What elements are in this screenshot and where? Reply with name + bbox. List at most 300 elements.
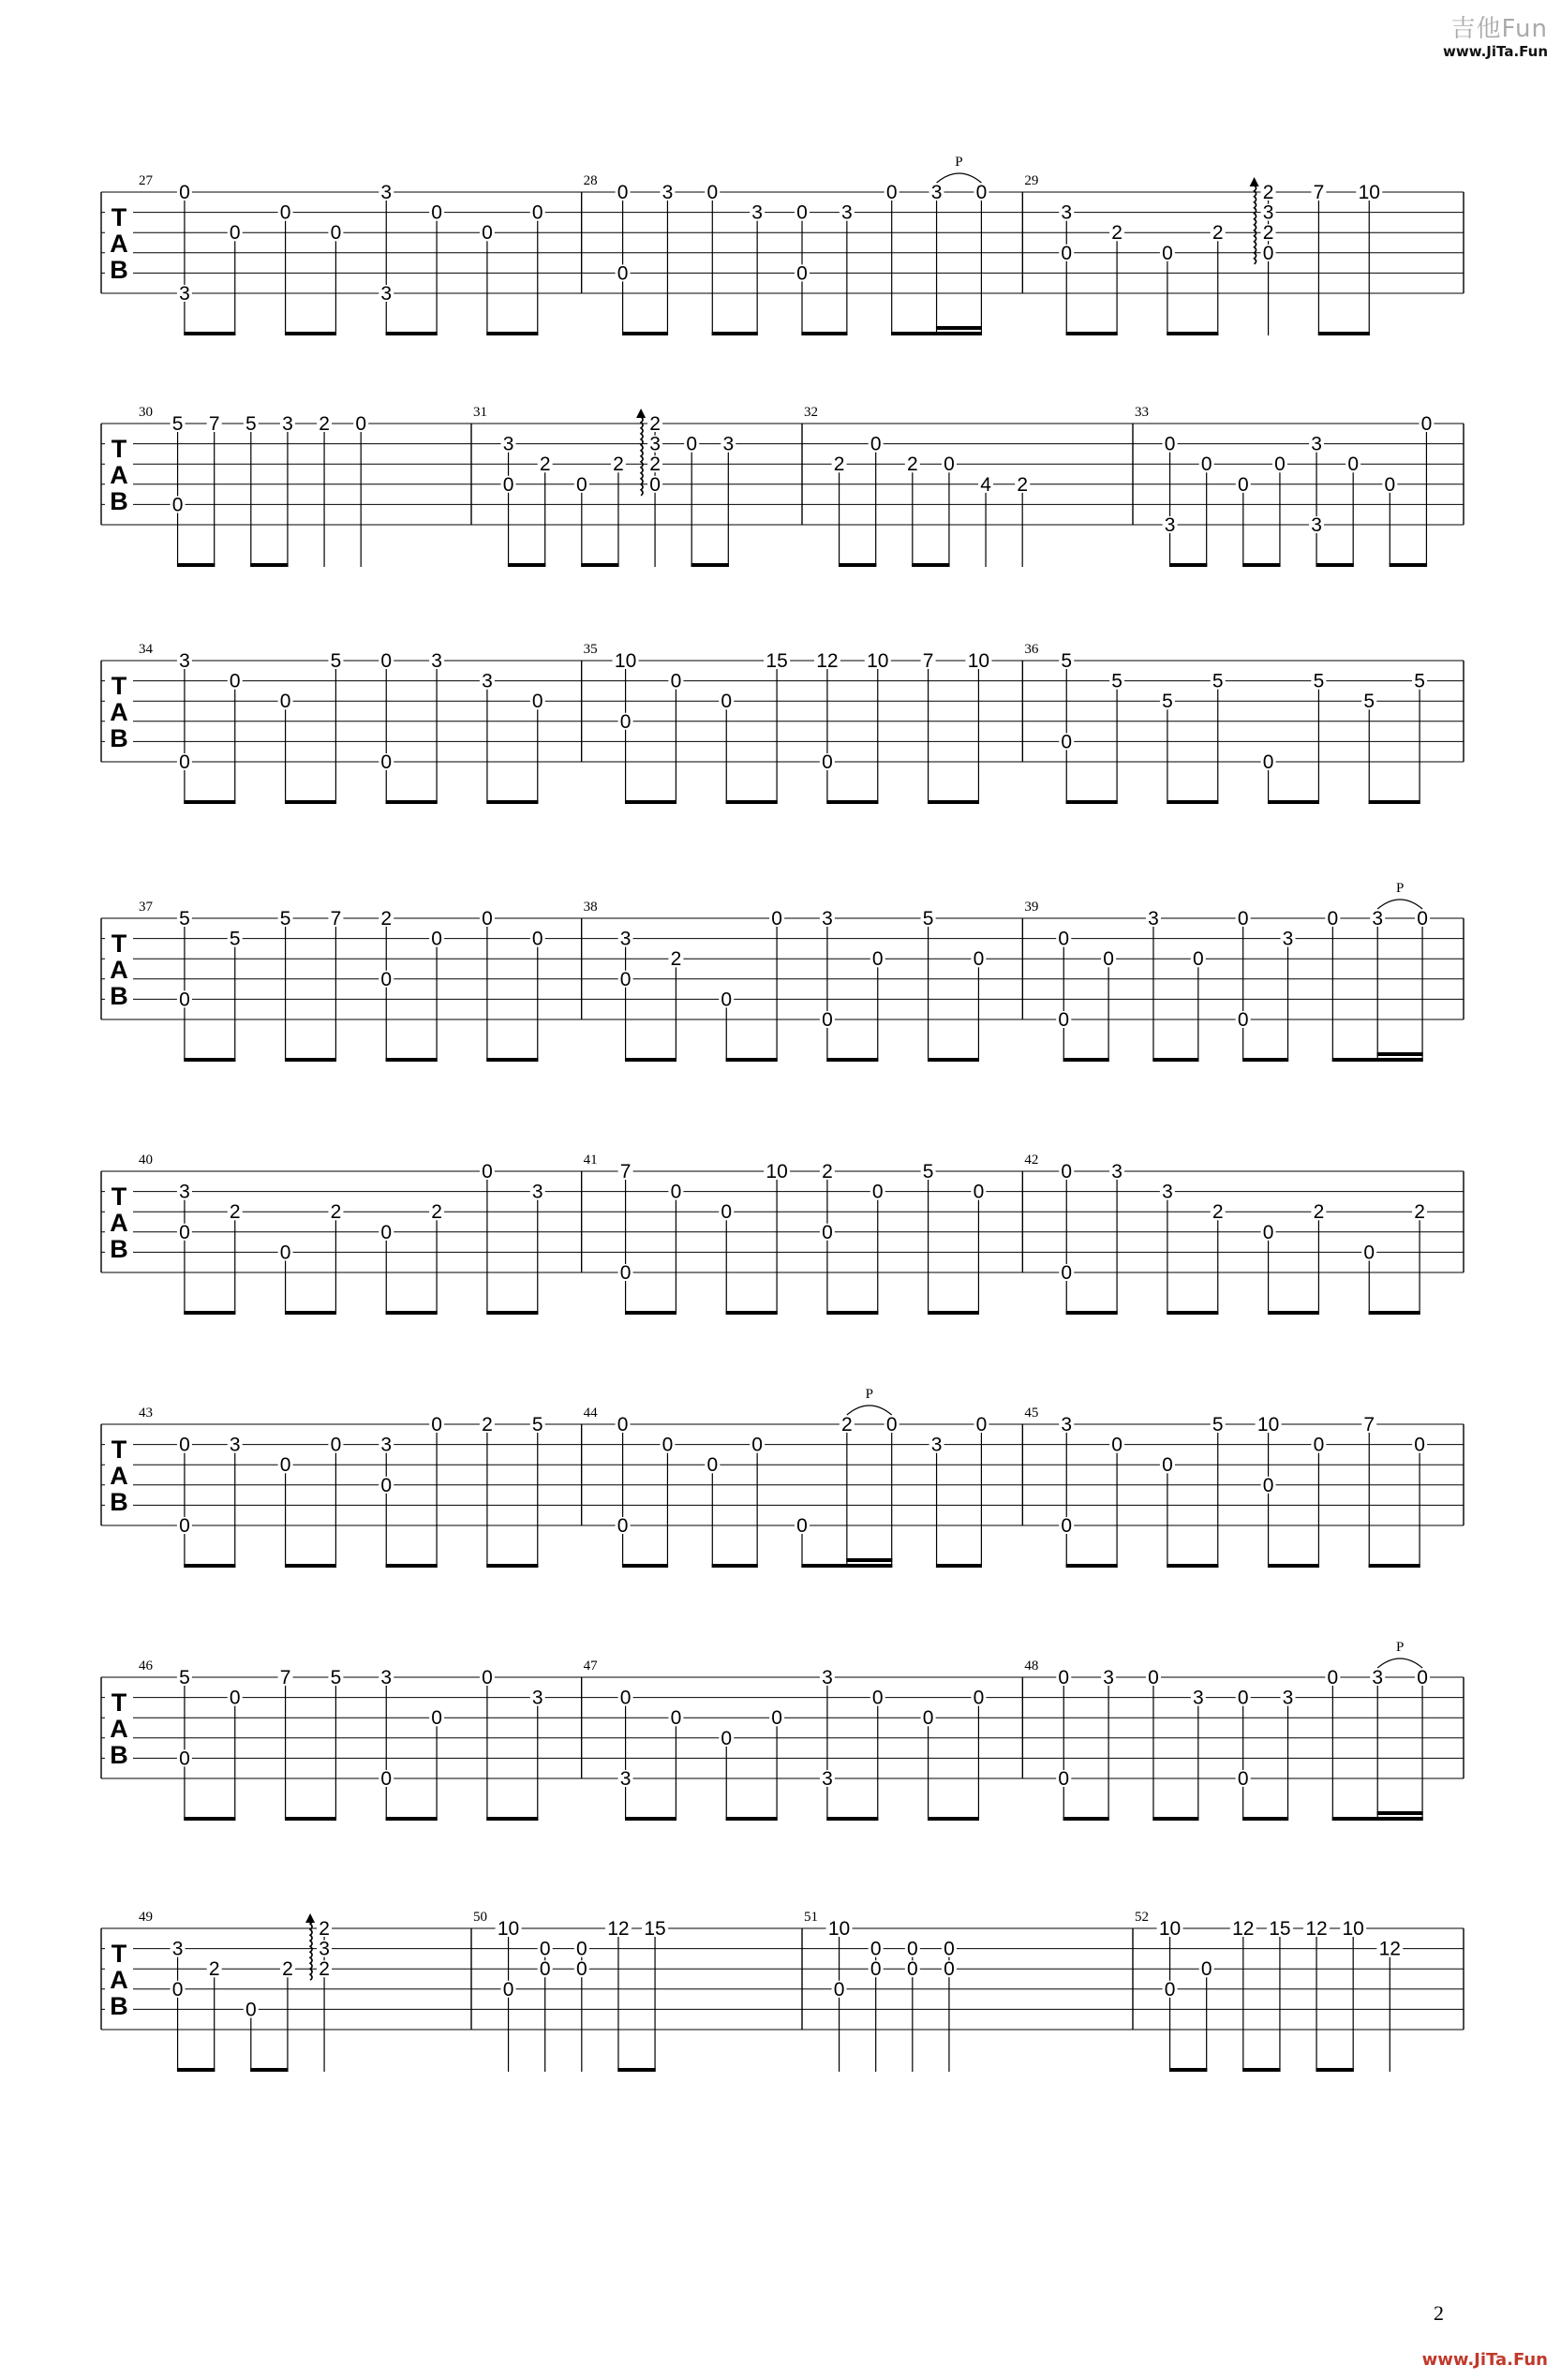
- beam: [826, 1058, 878, 1062]
- fret-number: 15: [1269, 1918, 1291, 1940]
- fret-number: 5: [330, 1667, 342, 1688]
- beam: [184, 1058, 235, 1062]
- fret-number: 0: [482, 222, 493, 245]
- fret-number: 2: [229, 1201, 241, 1224]
- beam: [622, 332, 668, 335]
- beam: [285, 332, 336, 335]
- beam: [1332, 1817, 1423, 1821]
- beam: [928, 800, 979, 804]
- fret-number: 0: [619, 710, 632, 733]
- measure-number: 37: [139, 900, 153, 915]
- tab-clef-letter-a: A: [110, 956, 128, 984]
- fret-number: 0: [944, 454, 955, 476]
- fret-number: 0: [721, 691, 733, 713]
- measure-number: 34: [139, 642, 153, 657]
- fret-number: 3: [380, 283, 393, 305]
- fret-number: 0: [885, 1414, 898, 1435]
- beam: [726, 1817, 778, 1821]
- fret-number: 0: [1327, 908, 1339, 930]
- beam: [1066, 1311, 1118, 1315]
- fret-number: 0: [1417, 908, 1428, 930]
- fret-number: 7: [1363, 1414, 1375, 1435]
- fret-number: 0: [482, 1161, 493, 1183]
- fret-number: 0: [1200, 1958, 1212, 1981]
- fret-number: 0: [906, 1938, 918, 1960]
- measure-number: 41: [583, 1153, 598, 1168]
- fret-number: 0: [380, 1474, 393, 1496]
- beam: [1066, 332, 1118, 335]
- arpeggio-wave: [641, 417, 643, 496]
- fret-number: 0: [871, 1181, 884, 1203]
- fret-number: 5: [330, 650, 342, 672]
- fret-number: 3: [1061, 1414, 1073, 1435]
- fret-number: 2: [1262, 182, 1274, 203]
- fret-number: 0: [906, 1958, 918, 1981]
- tab-clef-letter-t: T: [111, 1435, 127, 1464]
- fret-number: 0: [1313, 1434, 1325, 1456]
- tab-clef-letter-b: B: [110, 1992, 128, 2020]
- tab-clef-letter-b: B: [110, 1741, 128, 1769]
- fret-number: 5: [179, 1667, 190, 1688]
- fret-number: 0: [796, 262, 808, 285]
- fret-number: 0: [431, 1707, 442, 1730]
- fret-number: 0: [431, 1414, 442, 1435]
- beam: [1268, 1311, 1319, 1315]
- fret-number: 0: [619, 1262, 632, 1284]
- fret-number: 0: [1420, 413, 1433, 435]
- fret-number: 0: [229, 222, 241, 245]
- fret-number: 0: [1237, 1009, 1249, 1031]
- beam: [1167, 1564, 1218, 1568]
- fret-number: 0: [1327, 1667, 1339, 1688]
- fret-number: 3: [722, 433, 735, 455]
- fret-number: 0: [380, 751, 393, 773]
- fret-number: 0: [1058, 1667, 1070, 1688]
- fret-number: 7: [922, 650, 934, 672]
- beam: [826, 1311, 878, 1315]
- fret-number: 5: [171, 413, 184, 435]
- fret-number: 10: [1358, 182, 1380, 203]
- beam: [184, 1311, 235, 1315]
- beam-sixteenth: [846, 1558, 892, 1562]
- fret-number: 0: [179, 182, 190, 203]
- fret-number: 10: [1256, 1414, 1280, 1435]
- fret-number: 0: [922, 1707, 934, 1730]
- fret-number: 0: [245, 1999, 257, 2021]
- fret-number: 3: [179, 1181, 190, 1203]
- arpeggio-arrowhead: [305, 1913, 315, 1923]
- beam: [1242, 1817, 1288, 1821]
- fret-number: 0: [870, 1938, 882, 1960]
- beam: [1316, 563, 1353, 567]
- fret-number: 2: [482, 1414, 493, 1435]
- fret-number: 2: [649, 413, 661, 435]
- fret-number: 0: [539, 1938, 551, 1960]
- tab-clef-letter-a: A: [110, 1715, 128, 1743]
- fret-number: 0: [531, 201, 543, 224]
- fret-number: 0: [179, 1221, 190, 1243]
- fret-number: 10: [827, 1918, 851, 1940]
- beam: [285, 1817, 336, 1821]
- fret-number: 2: [539, 454, 551, 476]
- beam: [1167, 800, 1218, 804]
- beam: [1152, 1058, 1198, 1062]
- fret-number: 10: [967, 650, 990, 672]
- fret-number: 0: [1414, 1434, 1425, 1456]
- fret-number: 0: [380, 968, 393, 990]
- beam: [617, 2068, 655, 2072]
- fret-number: 3: [1262, 201, 1274, 224]
- fret-number: 0: [670, 670, 682, 692]
- beam: [184, 332, 235, 335]
- fret-number: 3: [482, 670, 493, 692]
- fret-number: 0: [575, 473, 587, 496]
- fret-number: 2: [841, 1414, 853, 1435]
- fret-number: 12: [1305, 1918, 1328, 1940]
- tab-clef-letter-t: T: [111, 203, 127, 231]
- fret-number: 2: [319, 1958, 330, 1981]
- fret-number: 3: [619, 928, 632, 950]
- arpeggio-arrowhead: [636, 409, 646, 418]
- beam: [1066, 1564, 1118, 1568]
- beam: [386, 332, 438, 335]
- beam: [1152, 1817, 1198, 1821]
- measure-number: 46: [139, 1659, 153, 1673]
- fret-number: 5: [1212, 670, 1224, 692]
- fret-number: 10: [614, 650, 637, 672]
- fret-number: 2: [431, 1201, 442, 1224]
- fret-number: 0: [1192, 948, 1204, 971]
- fret-number: 0: [380, 1768, 393, 1790]
- beam: [891, 332, 982, 335]
- fret-number: 2: [670, 948, 682, 971]
- fret-number: 5: [229, 928, 241, 950]
- beam: [386, 1058, 438, 1062]
- watermark-logo: 吉他Fun: [1450, 15, 1548, 43]
- fret-number: 3: [1164, 514, 1176, 536]
- fret-number: 3: [1372, 1667, 1384, 1688]
- fret-number: 2: [1017, 473, 1029, 496]
- fret-number: 5: [1162, 691, 1173, 713]
- fret-number: 7: [619, 1161, 632, 1183]
- fret-number: 2: [282, 1958, 293, 1981]
- measure-number: 45: [1024, 1406, 1039, 1421]
- fret-number: 0: [1058, 1009, 1070, 1031]
- fret-number: 0: [771, 908, 782, 930]
- fret-number: 0: [649, 473, 661, 496]
- tab-clef-letter-b: B: [110, 256, 128, 284]
- fret-number: 0: [617, 262, 629, 285]
- beam: [1369, 1311, 1420, 1315]
- fret-number: 7: [208, 413, 220, 435]
- beam: [250, 2068, 288, 2072]
- fret-number: 0: [871, 948, 884, 971]
- beam: [1390, 563, 1427, 567]
- fret-number: 5: [1212, 1414, 1224, 1435]
- pull-off-label: P: [1395, 881, 1405, 896]
- fret-number: 2: [649, 454, 661, 476]
- fret-number: 2: [833, 454, 845, 476]
- fret-number: 10: [1158, 1918, 1182, 1940]
- fret-number: 2: [1111, 222, 1122, 245]
- tab-clef-letter-t: T: [111, 435, 127, 463]
- tab-clef-letter-a: A: [110, 698, 128, 726]
- fret-number: 0: [1237, 473, 1249, 496]
- beam: [1242, 2068, 1280, 2072]
- beam: [486, 1564, 538, 1568]
- beam: [1369, 1564, 1420, 1568]
- fret-number: 5: [1363, 691, 1375, 713]
- fret-number: 3: [282, 413, 293, 435]
- fret-number: 3: [380, 182, 393, 203]
- fret-number: 3: [649, 433, 661, 455]
- fret-number: 0: [662, 1434, 674, 1456]
- fret-number: 12: [1378, 1938, 1401, 1960]
- beam: [1332, 1058, 1423, 1062]
- fret-number: 0: [619, 1687, 632, 1709]
- page-number: 2: [1434, 2301, 1444, 2325]
- fret-number: 2: [319, 1918, 330, 1940]
- beam: [177, 563, 215, 567]
- beam: [1066, 800, 1118, 804]
- tab-clef-letter-b: B: [110, 487, 128, 515]
- beam: [1268, 800, 1319, 804]
- fret-number: 2: [330, 1201, 342, 1224]
- fret-number: 3: [1282, 928, 1294, 950]
- fret-number: 0: [1058, 1768, 1070, 1790]
- fret-number: 10: [867, 650, 889, 672]
- watermark-url-top: www.JiTa.Fun: [1442, 43, 1548, 60]
- beam: [386, 1311, 438, 1315]
- beam: [726, 1058, 778, 1062]
- beam: [625, 1058, 676, 1062]
- tab-clef-letter-a: A: [110, 461, 128, 489]
- fret-number: 15: [644, 1918, 666, 1940]
- fret-number: 0: [617, 1515, 629, 1537]
- beam: [826, 800, 878, 804]
- measure-number: 50: [473, 1910, 487, 1925]
- fret-number: 15: [766, 650, 788, 672]
- fret-number: 0: [1058, 928, 1070, 950]
- fret-number: 3: [1061, 201, 1073, 224]
- beam: [625, 800, 676, 804]
- fret-number: 2: [822, 1161, 833, 1183]
- fret-number: 3: [531, 1687, 543, 1709]
- fret-number: 2: [613, 454, 624, 476]
- pull-off-label: P: [1395, 1640, 1405, 1655]
- fret-number: 5: [245, 413, 257, 435]
- fret-number: 0: [179, 989, 190, 1011]
- beam: [285, 800, 336, 804]
- beam: [486, 1817, 538, 1821]
- fret-number: 0: [179, 751, 190, 773]
- fret-number: 7: [1313, 182, 1325, 203]
- fret-number: 0: [670, 1707, 682, 1730]
- fret-number: 0: [822, 1221, 833, 1243]
- tab-clef-letter-b: B: [110, 1235, 128, 1263]
- fret-number: 7: [330, 908, 342, 930]
- beam: [839, 563, 876, 567]
- measure-number: 30: [139, 405, 153, 420]
- fret-number: 5: [922, 1161, 934, 1183]
- pull-off-arc: [847, 1406, 892, 1415]
- arpeggio-wave: [310, 1918, 312, 1980]
- fret-number: 0: [721, 1727, 733, 1749]
- measure-number: 42: [1024, 1153, 1039, 1168]
- fret-number: 0: [330, 1434, 342, 1456]
- beam: [386, 800, 438, 804]
- fret-number: 0: [1148, 1667, 1159, 1688]
- fret-number: 2: [208, 1958, 220, 1981]
- beam-sixteenth: [936, 326, 982, 330]
- fret-number: 3: [229, 1434, 241, 1456]
- tab-clef-letter-b: B: [110, 1488, 128, 1516]
- beam: [508, 563, 545, 567]
- fret-number: 3: [751, 201, 763, 224]
- fret-number: 2: [906, 454, 918, 476]
- fret-number: 0: [1384, 473, 1396, 496]
- beam: [625, 1817, 676, 1821]
- fret-number: 3: [380, 1434, 393, 1456]
- fret-number: 3: [822, 1667, 833, 1688]
- fret-number: 0: [973, 948, 985, 971]
- fret-number: 0: [1237, 1768, 1249, 1790]
- fret-number: 0: [229, 670, 241, 692]
- beam: [928, 1817, 979, 1821]
- beam: [1169, 563, 1207, 567]
- fret-number: 4: [980, 473, 991, 496]
- fret-number: 5: [279, 908, 291, 930]
- beam: [486, 800, 538, 804]
- measure-number: 33: [1135, 405, 1149, 420]
- fret-number: 0: [796, 201, 808, 224]
- fret-number: 0: [771, 1707, 782, 1730]
- fret-number: 0: [833, 1978, 845, 2001]
- fret-number: 0: [179, 1515, 190, 1537]
- beam-sixteenth: [1377, 1811, 1423, 1815]
- fret-number: 0: [575, 1958, 587, 1981]
- beam: [184, 800, 235, 804]
- beam: [1167, 332, 1218, 335]
- fret-number: 3: [662, 182, 674, 203]
- fret-number: 0: [1237, 908, 1249, 930]
- fret-number: 0: [721, 989, 733, 1011]
- tab-clef-letter-t: T: [111, 1940, 127, 1968]
- measure-number: 29: [1024, 173, 1039, 188]
- pull-off-arc: [1377, 1659, 1422, 1668]
- fret-number: 2: [1212, 222, 1224, 245]
- fret-number: 3: [1311, 514, 1322, 536]
- fret-number: 12: [607, 1918, 630, 1940]
- fret-number: 0: [1061, 1262, 1073, 1284]
- fret-number: 2: [1313, 1201, 1325, 1224]
- fret-number: 10: [1342, 1918, 1364, 1940]
- fret-number: 3: [1282, 1687, 1294, 1709]
- fret-number: 0: [482, 1667, 493, 1688]
- measure-number: 32: [804, 405, 818, 420]
- measure-number: 27: [139, 173, 153, 188]
- tab-clef-letter-t: T: [111, 1183, 127, 1211]
- fret-number: 3: [822, 908, 833, 930]
- fret-number: 0: [1103, 948, 1114, 971]
- beam: [285, 1564, 336, 1568]
- measure-number: 51: [804, 1910, 818, 1925]
- fret-number: 0: [575, 1938, 587, 1960]
- fret-number: 0: [721, 1201, 733, 1224]
- fret-number: 0: [171, 494, 184, 516]
- beam: [1063, 1058, 1109, 1062]
- fret-number: 0: [1164, 433, 1176, 455]
- fret-number: 0: [1061, 242, 1073, 264]
- fret-number: 3: [1103, 1667, 1114, 1688]
- fret-number: 0: [1363, 1242, 1375, 1264]
- beam: [912, 563, 949, 567]
- fret-number: 2: [1414, 1201, 1425, 1224]
- measure-number: 43: [139, 1406, 153, 1421]
- fret-number: 0: [279, 691, 291, 713]
- beam: [826, 1817, 878, 1821]
- beam: [581, 563, 618, 567]
- measure-number: 39: [1024, 900, 1039, 915]
- beam: [691, 563, 729, 567]
- fret-number: 0: [179, 1434, 190, 1456]
- measure-number: 31: [473, 405, 487, 420]
- beam-sixteenth: [1377, 1052, 1423, 1056]
- fret-number: 2: [1262, 222, 1274, 245]
- beam: [184, 1564, 235, 1568]
- beam: [486, 1058, 538, 1062]
- fret-number: 0: [330, 222, 342, 245]
- fret-number: 10: [766, 1161, 788, 1183]
- beam: [712, 1564, 758, 1568]
- beam: [1318, 332, 1370, 335]
- fret-number: 0: [1347, 454, 1360, 476]
- measure-number: 38: [583, 900, 598, 915]
- fret-number: 0: [706, 182, 719, 203]
- beam: [486, 1311, 538, 1315]
- fret-number: 3: [930, 182, 943, 203]
- fret-number: 0: [179, 1748, 190, 1770]
- measure-number: 40: [139, 1153, 153, 1168]
- beam: [928, 1311, 979, 1315]
- beam: [184, 1817, 235, 1821]
- fret-number: 0: [1262, 242, 1274, 264]
- fret-number: 3: [1148, 908, 1159, 930]
- fret-number: 0: [973, 1181, 985, 1203]
- beam: [1169, 2068, 1207, 2072]
- beam: [1242, 1058, 1288, 1062]
- fret-number: 0: [944, 1938, 955, 1960]
- tab-clef-letter-a: A: [110, 1966, 128, 1994]
- beam: [285, 1058, 336, 1062]
- beam: [177, 2068, 215, 2072]
- fret-number: 2: [1212, 1201, 1224, 1224]
- fret-number: 3: [930, 1434, 943, 1456]
- fret-number: 0: [706, 1454, 719, 1477]
- fret-number: 0: [885, 182, 898, 203]
- fret-number: 0: [279, 1242, 291, 1264]
- measure-number: 44: [583, 1406, 598, 1421]
- fret-number: 0: [279, 201, 291, 224]
- beam: [1268, 1564, 1319, 1568]
- fret-number: 0: [1262, 1474, 1274, 1496]
- fret-number: 0: [531, 691, 543, 713]
- fret-number: 3: [841, 201, 853, 224]
- fret-number: 3: [431, 650, 442, 672]
- tab-clef-letter-a: A: [110, 230, 128, 258]
- fret-number: 0: [973, 1687, 985, 1709]
- fret-number: 7: [279, 1667, 291, 1688]
